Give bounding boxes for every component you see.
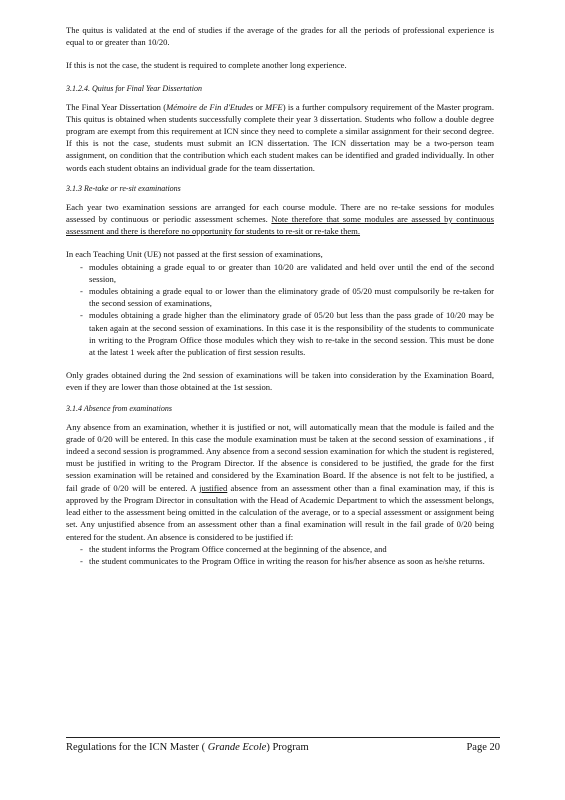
list-item: - modules obtaining a grade equal to or greater than 10/20 are validated and held over until the end of the second session,	[80, 261, 494, 284]
paragraph-long-experience: If this is not the case, the student is required to complete another long experience.	[66, 60, 347, 71]
heading-3-1-2-4: 3.1.2.4. Quitus for Final Year Dissertation	[66, 83, 202, 93]
paragraph-exam-sessions: Each year two examination sessions are arranged for each course module. There are no re-take sessions for modules assessed by continuous or periodic assessment schemes. Note therefore that some modules are assessed by continuous assessment and there is therefore no opportunity for students to re-sit or re-take them.	[66, 201, 494, 237]
paragraph-second-session-grades: Only grades obtained during the 2nd session of examinations will be taken into consideration by the Examination Board, even if they are lower than those obtained at the 1st session.	[66, 370, 494, 393]
list-module-rules	[66, 261, 494, 359]
footer-title: Regulations for the ICN Master ( Grande Ecole) Program	[66, 742, 309, 753]
paragraph-teaching-unit: In each Teaching Unit (UE) not passed at the first session of examinations,	[66, 249, 323, 260]
list-item: - the student communicates to the Program Office in writing the reason for his/her absence as soon as he/she returns.	[80, 555, 485, 566]
heading-3-1-3: 3.1.3 Re-take or re-sit examinations	[66, 183, 181, 193]
page-footer	[66, 737, 500, 755]
paragraph-quitus-validation: The quitus is validated at the end of studies if the average of the grades for all the periods of professional experience is equal to or greater than 10/20.	[66, 25, 494, 48]
list-justified-absence	[66, 543, 494, 567]
list-item: - modules obtaining a grade equal to or lower than the eliminatory grade of 05/20 must compulsorily be re-taken for the second session of examinations,	[80, 286, 494, 309]
document-body	[66, 24, 494, 567]
heading-3-1-4: 3.1.4 Absence from examinations	[66, 403, 172, 413]
list-item: - the student informs the Program Office concerned at the beginning of the absence, and	[80, 543, 387, 554]
paragraph-dissertation: The Final Year Dissertation (Mémoire de Fin d'Etudes or MFE) is a further compulsory requirement of the Master program. This quitus is obtained when students successfully complete their year 3 dissertation. Students who follow a double degree program are exempt from this requirement at ICN since they need to complete a similar assignment for their second degree. If this is not the case, students must submit an ICN dissertation. The ICN dissertation may be a two-person team assignment, on condition that the contribution which each student makes can be identified and graded individually. In other words each student obtains an individual grade for the team dissertation.	[66, 101, 494, 173]
list-item: - modules obtaining a grade higher than the eliminatory grade of 05/20 but less than the pass grade of 10/20 may be taken again at the second session of examinations. In this case it is the responsibility of the students to communicate in writing to the Program Office those modules which they wish to re-take in the second session. This must be done at the latest 1 week after the publication of first session results.	[80, 310, 494, 358]
page-number: Page 20	[466, 742, 500, 753]
paragraph-absence: Any absence from an examination, whether it is justified or not, will automatically mean that the module is failed and the grade of 0/20 will be entered. In this case the module examination must be taken at the second session of examinations , if indeed a second session is programmed. Any absence from a second session examination for which the student is registered, must be justified in writing to the Program Director. If the absence is considered to be justified, the grade for the first session examination will be retained and considered by the Examination Board. If the absence is not felt to be justified, a fail grade of 0/20 will be entered. A justified absence from an assessment other than a final examination may, if this is approved by the Program Director in consultation with the Head of Academic Department to which the assessment belongs, lead either to the assessment being omitted in the calculation of the average, or to a special assessment or assignment being set. Any unjustified absence from an assessment other than a final examination will result in the fail grade of 0/20 being entered for the student. An absence is considered to be justified if:	[66, 421, 494, 542]
